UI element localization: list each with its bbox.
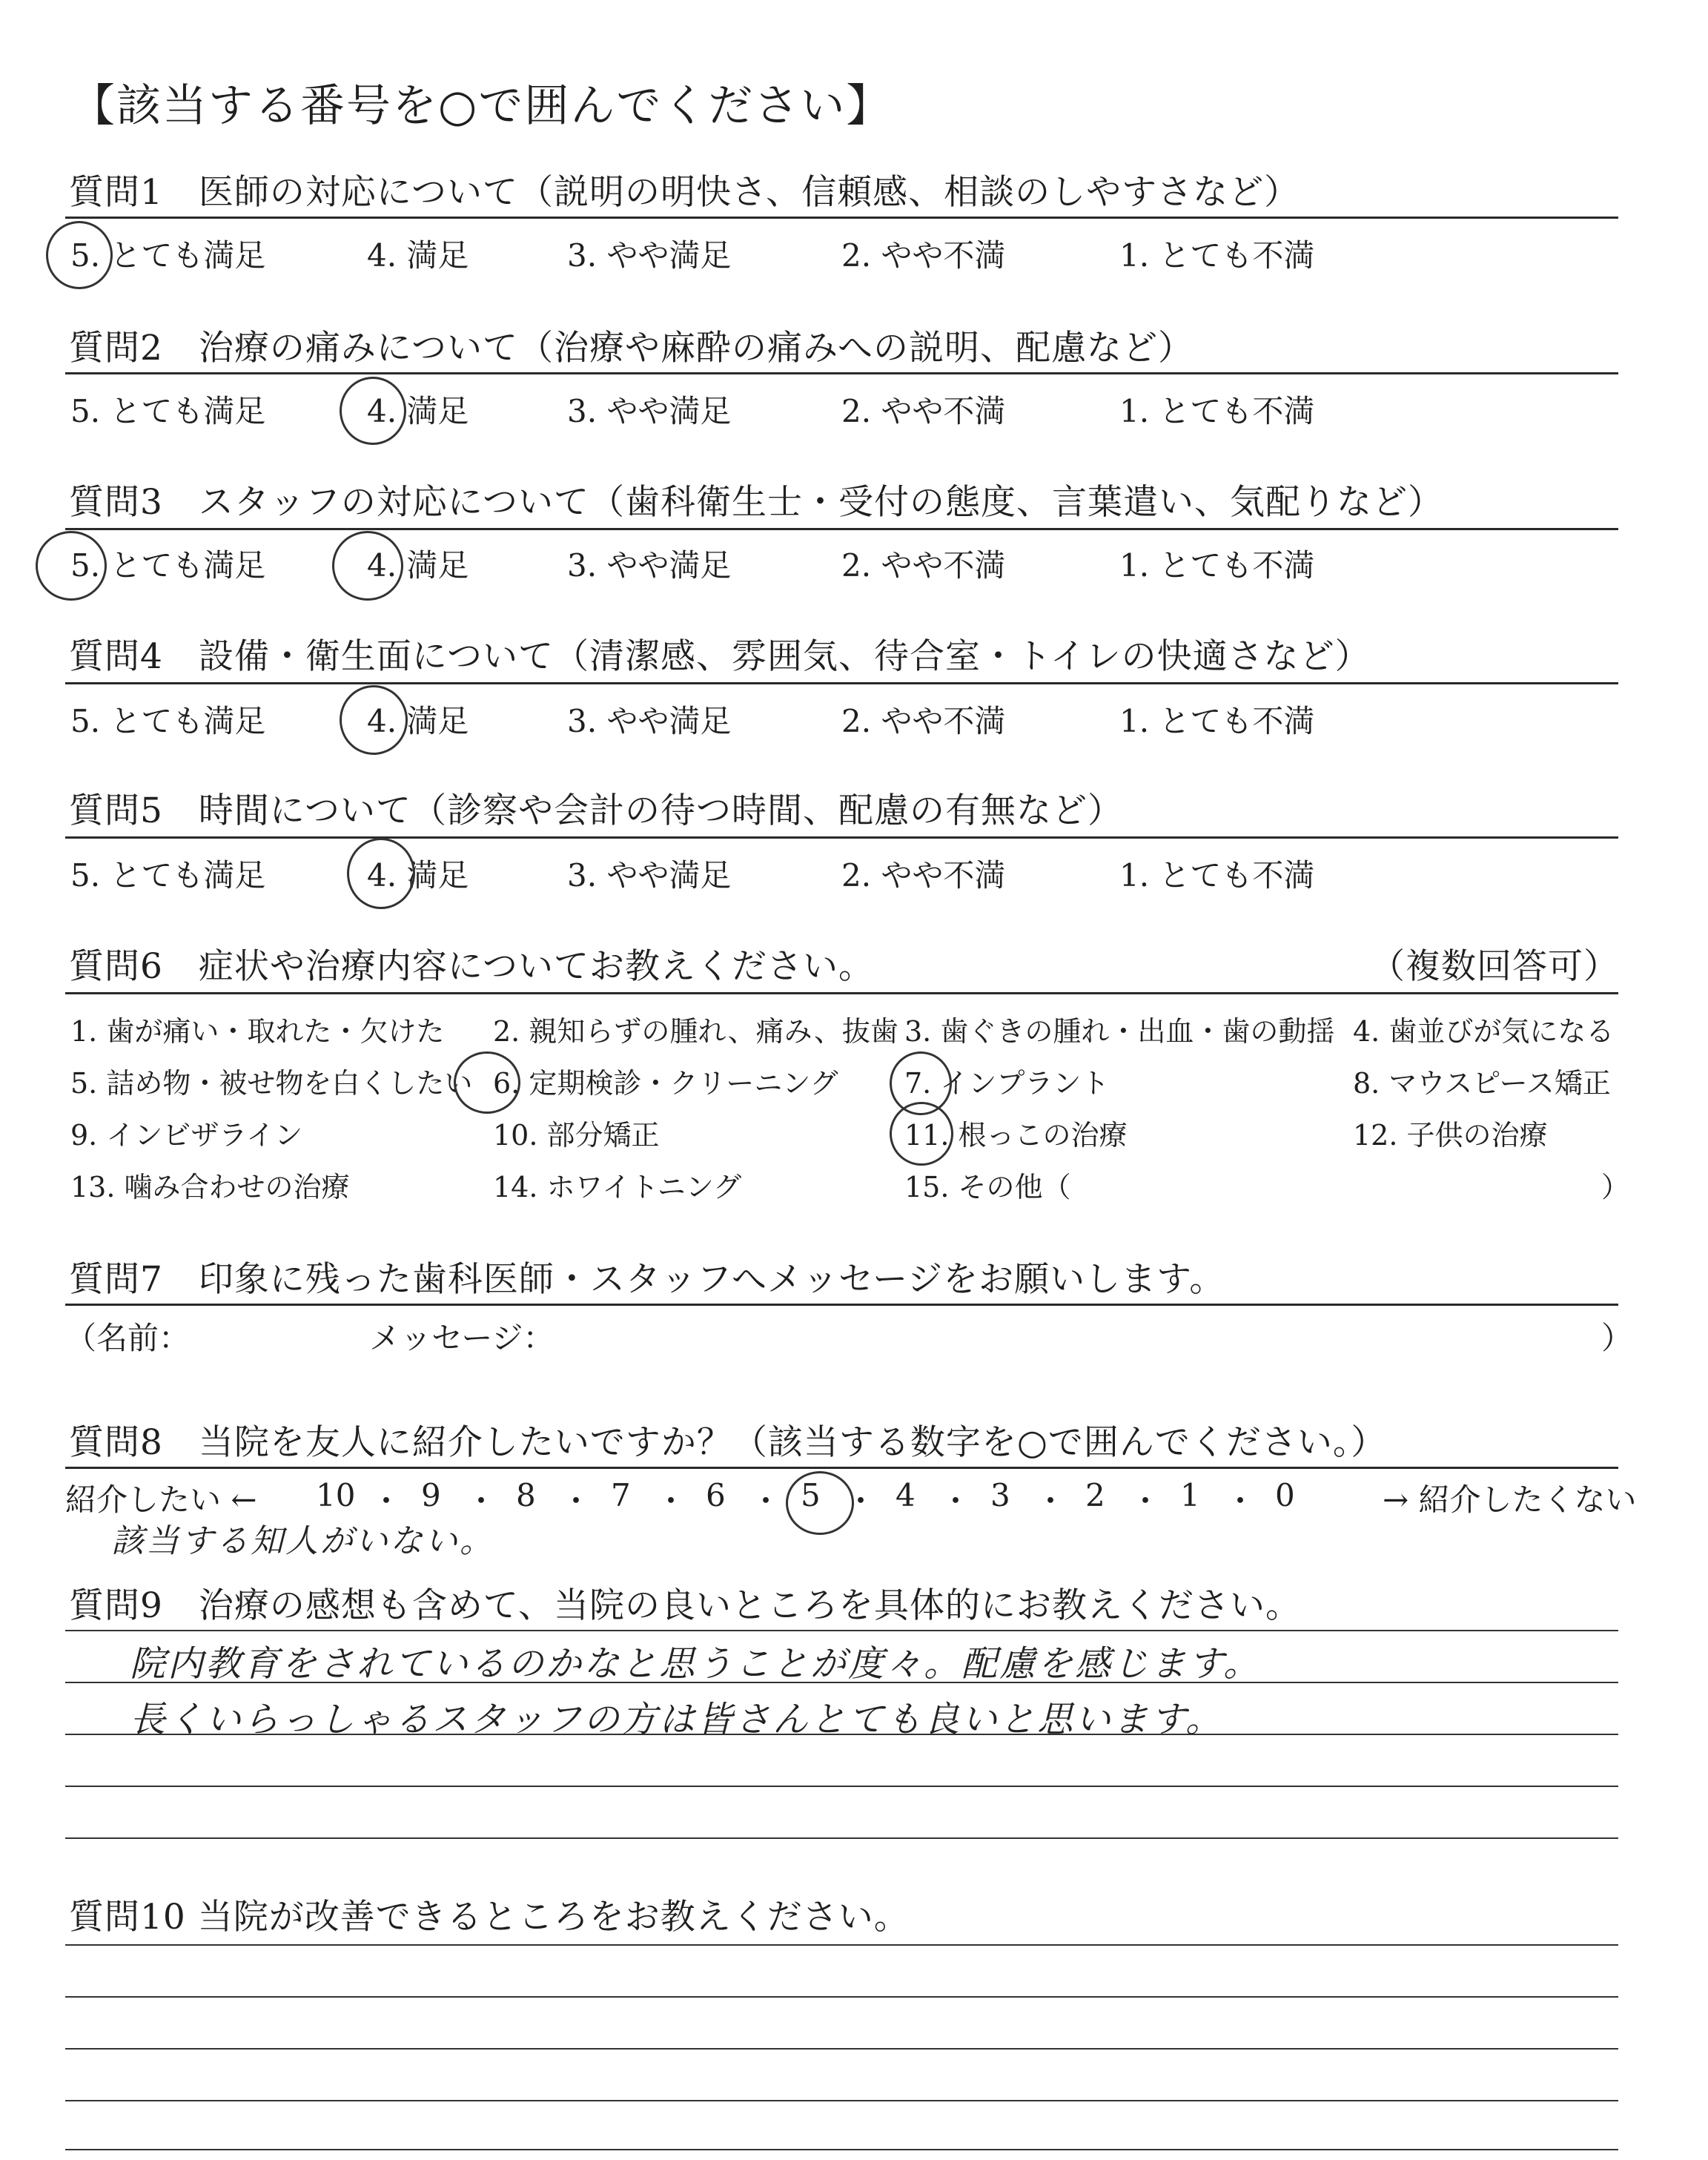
q1-option-1[interactable]: 1. とても不満 — [1119, 237, 1315, 274]
question-5-title: 質問5 時間について（診察や会計の待つ時間、配慮の有無など） — [69, 790, 1123, 831]
selection-circle — [890, 1102, 953, 1166]
selection-circle — [340, 685, 408, 755]
divider — [65, 836, 1618, 839]
answer-line — [65, 1996, 1618, 1998]
q5-option-2[interactable]: 2. やや不満 — [841, 857, 1006, 894]
q4-option-1[interactable]: 1. とても不満 — [1119, 703, 1315, 739]
scale-value-8[interactable]: 8 — [516, 1477, 536, 1513]
scale-value-7[interactable]: 7 — [611, 1477, 631, 1513]
scale-value-6[interactable]: 6 — [706, 1477, 726, 1513]
question-8-title: 質問8 当院を友人に紹介したいですか？（該当する数字を○で囲んでください。） — [69, 1422, 1387, 1463]
scale-separator: ・ — [371, 1483, 403, 1519]
q2-option-4[interactable]: 4. 満足 — [367, 393, 469, 429]
q6-option-15[interactable]: 15. その他（ — [904, 1171, 1071, 1203]
q4-option-3[interactable]: 3. やや満足 — [567, 703, 732, 739]
scale-separator: ・ — [560, 1483, 592, 1519]
question-6-title: 質問6 症状や治療内容についてお教えください。 — [69, 946, 874, 987]
question-1-title: 質問1 医師の対応について（説明の明快さ、信頼感、相談のしやすさなど） — [69, 172, 1300, 213]
instruction-header: 【該当する番号を○で囲んでください】 — [70, 80, 893, 132]
q2-option-3[interactable]: 3. やや満足 — [567, 393, 732, 429]
question-2-title: 質問2 治療の痛みについて（治療や麻酔の痛みへの説明、配慮など） — [69, 328, 1194, 369]
selection-circle — [454, 1051, 520, 1114]
selection-circle — [786, 1471, 854, 1535]
q3-option-1[interactable]: 1. とても不満 — [1119, 547, 1315, 584]
q2-option-1[interactable]: 1. とても不満 — [1119, 393, 1315, 429]
selection-circle — [46, 221, 113, 289]
message-close-paren: ） — [1601, 1320, 1633, 1356]
scale-separator: ・ — [1130, 1483, 1162, 1519]
handwritten-note: 該当する知人がいない。 — [111, 1522, 494, 1560]
handwritten-answer-line-2: 長くいらっしゃるスタッフの方は皆さんとても良いと思います。 — [130, 1699, 1224, 1740]
q6-option-11[interactable]: 11. 根っこの治療 — [904, 1119, 1128, 1152]
q6-option-9[interactable]: 9. インビザライン — [70, 1119, 303, 1152]
divider — [65, 528, 1618, 530]
q6-option-3[interactable]: 3. 歯ぐきの腫れ・出血・歯の動揺 — [904, 1015, 1335, 1048]
divider — [65, 1467, 1618, 1469]
q3-option-3[interactable]: 3. やや満足 — [567, 547, 732, 584]
q5-option-5[interactable]: 5. とても満足 — [70, 857, 266, 894]
q4-option-2[interactable]: 2. やや不満 — [841, 703, 1006, 739]
question-10-title: 質問10 当院が改善できるところをお教えください。 — [69, 1897, 910, 1938]
answer-line — [65, 1944, 1618, 1946]
scale-separator: ・ — [940, 1483, 972, 1519]
scale-separator: ・ — [1225, 1483, 1257, 1519]
scale-value-2[interactable]: 2 — [1085, 1477, 1105, 1513]
q6-option-2[interactable]: 2. 親知らずの腫れ、痛み、抜歯 — [493, 1015, 898, 1048]
answer-line — [65, 1837, 1618, 1839]
answer-line — [65, 2048, 1618, 2050]
q1-option-5[interactable]: 5. とても満足 — [70, 237, 266, 274]
selection-circle — [347, 838, 415, 909]
divider — [65, 372, 1618, 374]
q1-option-3[interactable]: 3. やや満足 — [567, 237, 732, 274]
question-7-title: 質問7 印象に残った歯科医師・スタッフへメッセージをお願いします。 — [69, 1259, 1225, 1300]
question-4-title: 質問4 設備・衛生面について（清潔感、雰囲気、待合室・トイレの快適さなど） — [69, 636, 1371, 677]
q6-option-13[interactable]: 13. 噛み合わせの治療 — [70, 1171, 350, 1203]
q3-option-4[interactable]: 4. 満足 — [367, 547, 469, 584]
message-label: メッセージ： — [369, 1320, 555, 1356]
scale-separator: ・ — [845, 1483, 877, 1519]
q4-option-4[interactable]: 4. 満足 — [367, 703, 469, 739]
q6-option-8[interactable]: 8. マウスピース矯正 — [1353, 1067, 1611, 1100]
scale-value-1[interactable]: 1 — [1180, 1477, 1200, 1513]
divider — [65, 682, 1618, 684]
q2-option-2[interactable]: 2. やや不満 — [841, 393, 1006, 429]
scale-separator: ・ — [466, 1483, 497, 1519]
answer-line — [65, 1630, 1618, 1631]
q4-option-5[interactable]: 5. とても満足 — [70, 703, 266, 739]
divider — [65, 1304, 1618, 1306]
q6-option-14[interactable]: 14. ホワイトニング — [493, 1171, 742, 1203]
selection-circle — [340, 377, 406, 445]
q6-option-12[interactable]: 12. 子供の治療 — [1353, 1119, 1548, 1152]
recommend-right-label: → 紹介したくない — [1383, 1482, 1637, 1518]
scale-value-4[interactable]: 4 — [896, 1477, 916, 1513]
scale-value-0[interactable]: 0 — [1275, 1477, 1295, 1513]
q5-option-4[interactable]: 4. 満足 — [367, 857, 469, 894]
q6-option-7[interactable]: 7. インプラント — [904, 1067, 1110, 1100]
answer-line — [65, 1786, 1618, 1787]
scale-separator: ・ — [750, 1483, 782, 1519]
q1-option-2[interactable]: 2. やや不満 — [841, 237, 1006, 274]
selection-circle — [332, 531, 403, 601]
question-3-title: 質問3 スタッフの対応について（歯科衛生士・受付の態度、言葉遣い、気配りなど） — [69, 482, 1443, 523]
scale-value-3[interactable]: 3 — [990, 1477, 1010, 1513]
selection-circle — [36, 531, 107, 601]
handwritten-answer-line-1: 院内教育をされているのかなと思うことが度々。配慮を感じます。 — [130, 1643, 1262, 1685]
q3-option-2[interactable]: 2. やや不満 — [841, 547, 1006, 584]
answer-line — [65, 2100, 1618, 2101]
q1-option-4[interactable]: 4. 満足 — [367, 237, 469, 274]
recommend-left-label: 紹介したい ← — [65, 1482, 257, 1518]
scale-separator: ・ — [1035, 1483, 1067, 1519]
q6-option-5[interactable]: 5. 詰め物・被せ物を白くしたい — [70, 1067, 473, 1100]
divider — [65, 217, 1618, 219]
q2-option-5[interactable]: 5. とても満足 — [70, 393, 266, 429]
q6-other-close-paren: ） — [1601, 1171, 1630, 1203]
scale-value-10[interactable]: 10 — [316, 1477, 356, 1513]
scale-value-5[interactable]: 5 — [801, 1477, 821, 1513]
multiple-answers-note: （複数回答可） — [1370, 946, 1619, 987]
answer-line — [65, 2149, 1618, 2150]
q6-option-6[interactable]: 6. 定期検診・クリーニング — [493, 1067, 838, 1100]
q6-option-10[interactable]: 10. 部分矯正 — [493, 1119, 660, 1152]
scale-value-9[interactable]: 9 — [421, 1477, 441, 1513]
scale-separator: ・ — [655, 1483, 687, 1519]
q6-option-4[interactable]: 4. 歯並びが気になる — [1353, 1015, 1615, 1048]
q5-option-1[interactable]: 1. とても不満 — [1119, 857, 1315, 894]
q6-option-1[interactable]: 1. 歯が痛い・取れた・欠けた — [70, 1015, 445, 1048]
name-label: （名前： — [65, 1320, 191, 1356]
q5-option-3[interactable]: 3. やや満足 — [567, 857, 732, 894]
question-9-title: 質問9 治療の感想も含めて、当院の良いところを具体的にお教えください。 — [69, 1585, 1301, 1626]
divider — [65, 992, 1618, 994]
q3-option-5[interactable]: 5. とても満足 — [70, 547, 266, 584]
